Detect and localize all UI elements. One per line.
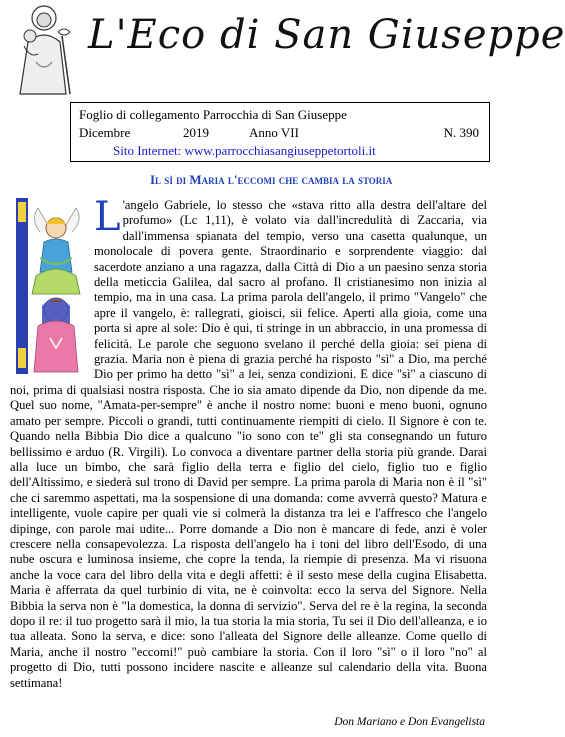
masthead bbox=[0, 0, 565, 100]
drop-cap: L bbox=[94, 194, 121, 240]
illustration-spacer bbox=[10, 198, 94, 374]
article-text: 'angelo Gabriele, lo stesso che «stava ritto alla destra dell'altare del profumo» (Lc 1,11), è volato via dall'incredulità di Zaccaria, via dall'immensa spianata del tempio, verso una casetta qualunque, un monolocale di povera gente. Straordinario e sorprendente viaggio: dal sacerdote anziano a una ragazza, dalla Città di Dio a un paesino senza storia della meticcia Galilea, dal sacro al profano. Il cristianesimo non inizia al tempio, ma in una casa. La prima parola dell'angelo, il primo "Vangelo" che apre il vangelo, è: rallegrati, gioisci, sii felice. Aperti alla gioia, come una porta si apre al sole: Dio è qui, ti stringe in un abbraccio, in una promessa di felicità. Le parole che seguono svelano il perché della gioia: sei piena di grazia. Maria non è piena di grazia perché ha risposto "sì" a Dio, ma perché Dio per primo ha detto "sì" a lei, senza condizioni. E dice "sì" a ciascuno di noi, prima di qualsiasi nostra risposta. Che io sia amato dipende da Dio, non dipende da me. Quel suo nome, "Amata-per-sempre" è anche il nostro nome: buoni e meno buoni, ognuno amato per sempre. Piccoli o grandi, tutti continuamente riempiti di cielo. Il Signore è con te. Quando nella Bibbia Dio dice a qualcuno "io sono con te" gli sta consegnando un futuro bellissimo e arduo (R. Virgili). Lo convoca a diventare partner della storia più grande. Darai alla luce un bimbo, che sarà figlio della terra e figlio del cielo, figlio tuo e figlio dell'Altissimo, e siederà sul trono di David per sempre. La prima parola di Maria non è il "sì" che ci saremmo aspettati, ma la sospensione di una domanda: come avverrà questo? Matura e intelligente, vuole capire per quali vie si colmerà la distanza tra lei e l'affresco che l'angelo dipinge, con parole mai udite... Porre domande a Dio non è mancare di fede, anzi è voler crescere nella consapevolezza. La risposta dell'angelo ha i toni del libro dell'Esodo, di una nube oscura e luminosa insieme, che copre la tenda, la riempie di presenza. Ma vi risuona anche la voce cara del libro della vita e degli affetti: è il sesto mese della cugina Elisabetta. Maria è afferrata da quel turbinio di vita, ne è coinvolta: ecco la serva del Signore. Nella Bibbia la serva non è "la domestica, la donna di servizio". Serva del re è la regina, la seconda dopo il re: il tuo progetto sarà il mio, la tua storia la mia storia, Tu sei il Dio dell'alleanza, e io tua alleata. Sono la serva, e dice: sono l'alleata del Signore delle alleanze. Come quello di Maria, anche il nostro "eccomi!" può cambiare la storia. Con il loro "sì" o il loro "no" al progetto di Dio, tutti possono incidere nascite e alleanze sul calendario della vita. Buona settimana! bbox=[10, 198, 487, 690]
website-link[interactable]: Sito Internet: www.parrocchiasangiuseppetortoli.it bbox=[113, 143, 376, 158]
issue-month: Dicembre bbox=[79, 125, 131, 140]
article-signature: Don Mariano e Don Evangelista bbox=[334, 716, 485, 728]
issue-number: N. 390 bbox=[443, 125, 479, 140]
info-box bbox=[70, 102, 490, 162]
issue-anno: Anno VII bbox=[249, 125, 299, 140]
article-headline: Il sì di Maria l'eccomi che cambia la storia bbox=[150, 172, 393, 187]
saint-joseph-illustration bbox=[6, 2, 76, 98]
info-subtitle: Foglio di collegamento Parrocchia di San Giuseppe bbox=[79, 107, 347, 122]
newsletter-title: L'Eco di San Giuseppe bbox=[88, 12, 565, 58]
issue-year: 2019 bbox=[183, 125, 209, 140]
article-body-container bbox=[10, 194, 487, 691]
